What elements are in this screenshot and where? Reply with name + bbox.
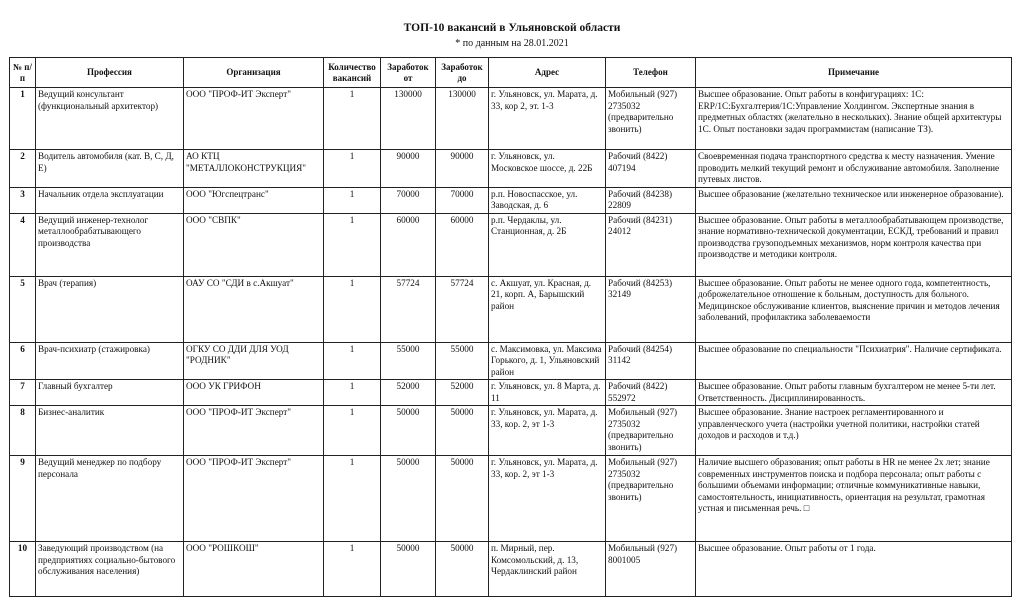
cell-phone: Мобильный (927) 2735032 (предварительно звонить) (606, 406, 696, 456)
cell-note: Своевременная подача транспортного средства к месту назначения. Умение проводить мелкий текущий ремонт и обслуживание автомобиля. Заполнение путевых листов. (696, 150, 1012, 188)
cell-organization: ООО "СВПК" (184, 213, 324, 276)
cell-salary-to: 50000 (436, 456, 489, 542)
header-num: № п/п (10, 58, 36, 88)
cell-note: Высшее образование (желательно техническое или инженерное образование). (696, 187, 1012, 213)
cell-salary-to: 60000 (436, 213, 489, 276)
cell-profession: Ведущий консультант (функциональный архитектор) (36, 88, 184, 150)
table-row (10, 380, 1012, 406)
cell-profession: Ведущий менеджер по подбору персонала (36, 456, 184, 542)
cell-address: г. Ульяновск, ул. Марата, д. 33, кор. 2, эт 1-3 (489, 456, 606, 542)
cell-profession: Врач-психиатр (стажировка) (36, 342, 184, 380)
cell-profession: Водитель автомобиля (кат. В, С, Д, Е) (36, 150, 184, 188)
cell-salary-to: 50000 (436, 542, 489, 597)
cell-note: Высшее образование. Опыт работы главным бухгалтером не менее 5-ти лет. Ответственность. Дисциплинированность. (696, 380, 1012, 406)
cell-profession: Ведущий инженер-технолог металлообрабатывающего производства (36, 213, 184, 276)
cell-salary-from: 55000 (381, 342, 436, 380)
cell-profession: Начальник отдела эксплуатации (36, 187, 184, 213)
cell-organization: ООО УК ГРИФОН (184, 380, 324, 406)
cell-profession: Врач (терапия) (36, 276, 184, 342)
cell-address: г. Ульяновск, ул. Марата, д. 33, кор. 2, эт 1-3 (489, 406, 606, 456)
cell-salary-to: 70000 (436, 187, 489, 213)
cell-phone: Мобильный (927) 2735032 (предварительно звонить) (606, 456, 696, 542)
table-row (10, 150, 1012, 188)
cell-profession: Главный бухгалтер (36, 380, 184, 406)
table-row (10, 187, 1012, 213)
cell-count: 1 (324, 276, 381, 342)
cell-profession: Бизнес-аналитик (36, 406, 184, 456)
cell-num: 10 (10, 542, 36, 597)
cell-organization: ООО "ПРОФ-ИТ Эксперт" (184, 456, 324, 542)
cell-address: г. Ульяновск, ул. 8 Марта, д. 11 (489, 380, 606, 406)
document-subtitle: * по данным на 28.01.2021 (455, 38, 569, 49)
cell-note: Высшее образование. Опыт работы в металлообрабатывающем производстве, знание нормативно-технической документации, ЕСКД, требований и правил производства грузоподъемных механизмов, норм контроля качества при производстве и методики контроля. (696, 213, 1012, 276)
cell-profession: Заведующий производством (на предприятиях социально-бытового обслуживания населения) (36, 542, 184, 597)
cell-num: 1 (10, 88, 36, 150)
cell-note: Высшее образование. Опыт работы в конфигурациях: 1С: ERP/1С:Бухгалтерия/1С:Управление Холдингом. Экспертные знания в предметных областях (желательно в нескольких). Знание общей архитектуры 1С. Опыт постановки задач программистам (написание ТЗ). (696, 88, 1012, 150)
table-row (10, 542, 1012, 597)
cell-salary-from: 50000 (381, 456, 436, 542)
header-note: Примечание (696, 58, 1012, 88)
cell-salary-to: 55000 (436, 342, 489, 380)
cell-salary-to: 50000 (436, 406, 489, 456)
cell-phone: Рабочий (8422) 552972 (606, 380, 696, 406)
header-address: Адрес (489, 58, 606, 88)
cell-num: 4 (10, 213, 36, 276)
cell-phone: Мобильный (927) 2735032 (предварительно звонить) (606, 88, 696, 150)
cell-note: Высшее образование. Опыт работы не менее одного года, компетентность, доброжелательное отношение к больным, доступность для больного. Медицинское обслуживание клиентов, выяснение причин и методов лечения заболеваний, профилактика заболеваемости (696, 276, 1012, 342)
header-salary-from: Заработок от (381, 58, 436, 88)
header-salary-to: Заработок до (436, 58, 489, 88)
cell-num: 7 (10, 380, 36, 406)
cell-address: п. Мирный, пер. Комсомольский, д. 13, Чердаклинский район (489, 542, 606, 597)
cell-note: Высшее образование. Знание настроек регламентированного и управленческого учета (настройки учетной политики, настройки статей доходов и расходов и т.д.) (696, 406, 1012, 456)
table-row (10, 406, 1012, 456)
cell-phone: Рабочий (84238) 22809 (606, 187, 696, 213)
cell-count: 1 (324, 150, 381, 188)
cell-salary-from: 57724 (381, 276, 436, 342)
table-row (10, 213, 1012, 276)
cell-address: с. Максимовка, ул. Максима Горького, д. 1, Ульяновский район (489, 342, 606, 380)
cell-count: 1 (324, 213, 381, 276)
cell-salary-from: 90000 (381, 150, 436, 188)
cell-organization: ООО "ПРОФ-ИТ Эксперт" (184, 406, 324, 456)
cell-num: 5 (10, 276, 36, 342)
cell-salary-from: 50000 (381, 542, 436, 597)
cell-phone: Рабочий (84231) 24012 (606, 213, 696, 276)
cell-salary-from: 50000 (381, 406, 436, 456)
cell-salary-to: 130000 (436, 88, 489, 150)
cell-note: Наличие высшего образования; опыт работы в HR не менее 2х лет; знание современных инструментов поиска и подбора персонала; опыт работы с большими объемами информации; отличные коммуникативные навыки, самостоятельность, инициативность, ориентация на результат, грамотная устная и письменная речь. □ (696, 456, 1012, 542)
table-row (10, 88, 1012, 150)
cell-phone: Рабочий (8422) 407194 (606, 150, 696, 188)
cell-salary-from: 52000 (381, 380, 436, 406)
cell-address: р.п. Новоспасское, ул. Заводская, д. 6 (489, 187, 606, 213)
cell-organization: ОГКУ СО ДДИ ДЛЯ УОД "РОДНИК" (184, 342, 324, 380)
cell-count: 1 (324, 187, 381, 213)
cell-phone: Рабочий (84254) 31142 (606, 342, 696, 380)
header-phone: Телефон (606, 58, 696, 88)
cell-phone: Рабочий (84253) 32149 (606, 276, 696, 342)
cell-salary-to: 57724 (436, 276, 489, 342)
cell-num: 2 (10, 150, 36, 188)
cell-count: 1 (324, 342, 381, 380)
cell-count: 1 (324, 406, 381, 456)
cell-num: 6 (10, 342, 36, 380)
cell-organization: ООО "РОШКОШ" (184, 542, 324, 597)
cell-address: г. Ульяновск, ул. Московское шоссе, д. 22Б (489, 150, 606, 188)
cell-phone: Мобильный (927) 8001005 (606, 542, 696, 597)
cell-note: Высшее образование. Опыт работы от 1 года. (696, 542, 1012, 597)
cell-num: 9 (10, 456, 36, 542)
cell-count: 1 (324, 88, 381, 150)
cell-salary-from: 130000 (381, 88, 436, 150)
cell-organization: ООО "Югспецтранс" (184, 187, 324, 213)
cell-salary-to: 52000 (436, 380, 489, 406)
header-profession: Профессия (36, 58, 184, 88)
cell-address: р.п. Чердаклы, ул. Станционная, д. 2Б (489, 213, 606, 276)
cell-num: 3 (10, 187, 36, 213)
cell-address: с. Акшуат, ул. Красная, д. 21, корп. А, Барышский район (489, 276, 606, 342)
cell-organization: ОАУ СО "СДИ в с.Акшуат" (184, 276, 324, 342)
cell-note: Высшее образование по специальности "Психиатрия". Наличие сертификата. (696, 342, 1012, 380)
table-row (10, 456, 1012, 542)
cell-organization: ООО "ПРОФ-ИТ Эксперт" (184, 88, 324, 150)
table-row (10, 276, 1012, 342)
cell-count: 1 (324, 542, 381, 597)
cell-salary-from: 60000 (381, 213, 436, 276)
header-count: Количество вакансий (324, 58, 381, 88)
cell-count: 1 (324, 456, 381, 542)
cell-address: г. Ульяновск, ул. Марата, д. 33, кор 2, эт. 1-3 (489, 88, 606, 150)
cell-salary-from: 70000 (381, 187, 436, 213)
cell-salary-to: 90000 (436, 150, 489, 188)
document-title: ТОП-10 вакансий в Ульяновской области (403, 22, 621, 34)
vacancies-table (9, 57, 1012, 597)
header-organization: Организация (184, 58, 324, 88)
cell-num: 8 (10, 406, 36, 456)
cell-organization: АО КТЦ "МЕТАЛЛОКОНСТРУКЦИЯ" (184, 150, 324, 188)
table-row (10, 342, 1012, 380)
table-header-row (10, 58, 1012, 88)
cell-count: 1 (324, 380, 381, 406)
